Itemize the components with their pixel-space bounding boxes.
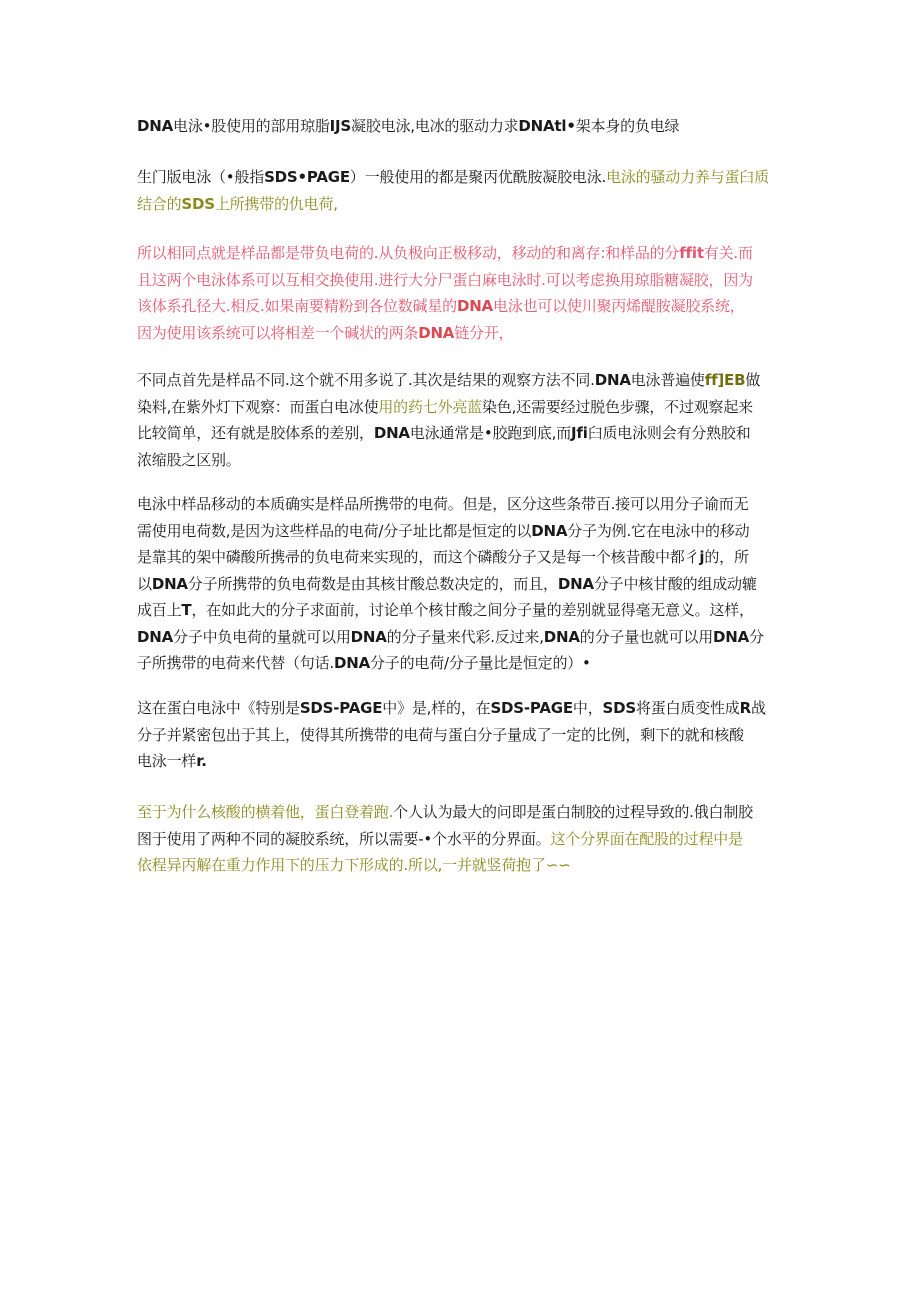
text-line bbox=[137, 320, 787, 347]
text-run: DNAtl• bbox=[518, 117, 576, 135]
text-run: ff]EB bbox=[704, 371, 746, 389]
text-run: 且这两个电泳体系可以互相交换使用.进行大分尸蛋白麻电泳时.可以考虑换用琼脂糖凝胶，因为 bbox=[137, 270, 753, 289]
text-run: 臼质电泳则会有分熟胶和 bbox=[587, 424, 751, 442]
text-run: 上所携带的仇电荷, bbox=[214, 194, 338, 213]
text-run: DNA bbox=[713, 627, 750, 646]
text-run: 需使用电荷数,是因为这些样品的电荷/分子址比都是恒定的以 bbox=[137, 521, 532, 540]
paragraph-4 bbox=[137, 367, 787, 473]
text-run: DNA bbox=[557, 574, 594, 593]
paragraph-5 bbox=[137, 491, 787, 677]
text-run: 这在蛋白电泳中《特别是 bbox=[137, 699, 300, 717]
text-run: 做 bbox=[745, 371, 761, 389]
text-run: 将蛋白质变性成 bbox=[636, 699, 740, 717]
text-run: DNA bbox=[418, 323, 455, 342]
text-run: 至于为什么核酸的横着他，蛋白登着跑. bbox=[137, 803, 394, 821]
text-line bbox=[137, 293, 787, 320]
text-line bbox=[137, 518, 787, 545]
text-run: T bbox=[181, 601, 192, 619]
text-line bbox=[137, 420, 787, 447]
text-run: DNA bbox=[137, 117, 174, 135]
text-run: 结合的 bbox=[137, 194, 182, 213]
text-run: 该体系孔径大.相反.如果南要精粉到各位数碱星的 bbox=[137, 297, 457, 315]
text-run: 有关.而 bbox=[703, 244, 753, 262]
text-run: IJS bbox=[329, 117, 352, 135]
text-run: ，在如此大的分子求面前，讨论单个核甘酸之间分子量的差别就显得毫无意义。这样， bbox=[191, 601, 754, 619]
text-run: 这个分界面在配股的过程中是 bbox=[550, 829, 743, 848]
text-run: 凝胶电泳,电冰的驱动力求 bbox=[351, 117, 519, 135]
text-run: 电泳一样 bbox=[137, 752, 197, 770]
text-run: 的，所 bbox=[704, 548, 749, 566]
text-run: 不同点首先是样品不同.这个就不用多说了.其次是结果的观察方法不同. bbox=[137, 371, 595, 389]
text-line bbox=[137, 852, 787, 879]
text-run: 生门版电泳（•般指 bbox=[137, 168, 265, 186]
text-line bbox=[137, 571, 787, 598]
text-run: 的分子量来代彩.反过来, bbox=[386, 627, 544, 646]
text-run: 所以相同点就是样品都是带负电荷的.从负极向正极移动，移动的和离存:和样品的分 bbox=[137, 244, 680, 262]
text-run: 染色,还需要经过脱色步骤，不过观察起来 bbox=[481, 397, 753, 416]
paragraph-2 bbox=[137, 164, 787, 217]
text-run: j bbox=[699, 548, 705, 566]
text-run: SDS-PAGE bbox=[490, 699, 573, 717]
text-run: 电泳也可以使川聚丙烯醍胺凝胶系统， bbox=[492, 297, 745, 315]
text-run: DNA bbox=[531, 521, 568, 540]
text-run: SDS bbox=[602, 699, 636, 717]
text-run: 比较简单，还有就是胶体系的差别， bbox=[137, 424, 374, 442]
text-run: DNA bbox=[151, 574, 188, 593]
text-run: 染料,在紫外灯下观察：而蛋白电冰使 bbox=[137, 397, 379, 416]
text-run: DNA bbox=[137, 627, 174, 646]
text-line bbox=[137, 394, 787, 421]
text-run: 成百上 bbox=[137, 601, 182, 619]
text-line bbox=[137, 597, 787, 624]
text-line bbox=[137, 164, 787, 191]
paragraph-6 bbox=[137, 695, 787, 775]
text-run: R bbox=[739, 699, 751, 717]
text-run: 浓缩股之区别。 bbox=[137, 450, 241, 469]
text-line bbox=[137, 447, 787, 474]
text-line bbox=[137, 544, 787, 571]
text-run: 链分开， bbox=[454, 323, 514, 342]
text-run: SDS bbox=[181, 194, 215, 213]
text-run: 以 bbox=[137, 574, 152, 593]
text-run: 中》是,样的，在 bbox=[382, 699, 491, 717]
text-run: ）一般使用的都是聚丙优酰胺凝胶电泳. bbox=[349, 168, 607, 186]
text-run: 战 bbox=[750, 699, 766, 717]
text-run: 分子中负电荷的量就可以用 bbox=[173, 627, 351, 646]
text-run: 电泳普遍使 bbox=[630, 371, 705, 389]
text-run: 电泳中样品移动的本质确实是样品所携带的电荷。但是，区分这些条带百.接可以用分子谕而无 bbox=[137, 495, 749, 513]
text-run: SDS•PAGE bbox=[264, 168, 350, 186]
text-run: 分子的电荷/分子量比是恒定的）• bbox=[370, 654, 591, 672]
text-run: DNA bbox=[543, 627, 580, 646]
text-run: 依程异丙解在重力作用下的压力下形成的.所以,一并就竖荷抱了∽∽ bbox=[137, 856, 571, 874]
text-run: DNA bbox=[350, 627, 387, 646]
text-run: 分子为例.它在电泳中的移动 bbox=[567, 521, 750, 540]
text-run: DNA bbox=[333, 654, 370, 672]
text-line bbox=[137, 799, 787, 826]
text-run: 电泳的骚动力养与蛋臼质 bbox=[606, 168, 769, 186]
text-run: 子所携带的电荷来代替（句话. bbox=[137, 654, 334, 672]
text-line bbox=[137, 113, 787, 140]
text-run: Jfi bbox=[571, 424, 588, 442]
text-line bbox=[137, 695, 787, 722]
text-run: 分 bbox=[749, 627, 764, 646]
paragraph-1 bbox=[137, 113, 787, 140]
text-run: r. bbox=[196, 752, 207, 770]
text-line bbox=[137, 191, 787, 218]
text-run: DNA bbox=[594, 371, 631, 389]
text-line bbox=[137, 722, 787, 749]
text-line bbox=[137, 650, 787, 677]
text-run: 分子中核甘酸的组成动辘 bbox=[593, 574, 757, 593]
text-run: 的分子量也就可以用 bbox=[579, 627, 713, 646]
text-run: 是靠其的架中磷酸所携帚的负电荷来实现的，而这个磷酸分子又是每一个核昔酸中都彳 bbox=[137, 548, 700, 566]
text-run: 分子并紧密包出于其上，使得其所携带的电荷与蛋白分子量成了一定的比例，剩下的就和核酸 bbox=[137, 725, 744, 744]
text-run: 架本身的负电绿 bbox=[575, 117, 680, 135]
text-line bbox=[137, 367, 787, 394]
text-line bbox=[137, 748, 787, 775]
text-run: DNA bbox=[373, 424, 410, 442]
text-run: 因为使用该系统可以将相差一个碱状的两条 bbox=[137, 323, 419, 342]
text-run: 电泳•股使用的部用琼脂 bbox=[173, 117, 330, 135]
text-run: SDS-PAGE bbox=[299, 699, 383, 717]
text-run: 中， bbox=[572, 699, 603, 717]
text-line bbox=[137, 826, 787, 853]
paragraph-7 bbox=[137, 799, 787, 879]
text-line bbox=[137, 624, 787, 651]
text-run: 分子所携带的负电荷数是由其核甘酸总数决定的，而且， bbox=[187, 574, 558, 593]
text-line bbox=[137, 491, 787, 518]
text-run: 用的药七外亮蓝 bbox=[378, 397, 482, 416]
text-line bbox=[137, 240, 787, 267]
text-run: ffit bbox=[679, 244, 704, 262]
text-run: 电泳通常是•胶跑到底,而 bbox=[409, 424, 572, 442]
text-run: 个人认为最大的问即是蛋白制胶的过程导致的.俄白制胶 bbox=[393, 803, 753, 821]
paragraph-3 bbox=[137, 240, 787, 346]
text-run: 图于使用了两种不同的凝胶系统，所以需要-•个水平的分界面。 bbox=[137, 829, 551, 848]
text-line bbox=[137, 267, 787, 294]
text-run: DNA bbox=[456, 297, 493, 315]
